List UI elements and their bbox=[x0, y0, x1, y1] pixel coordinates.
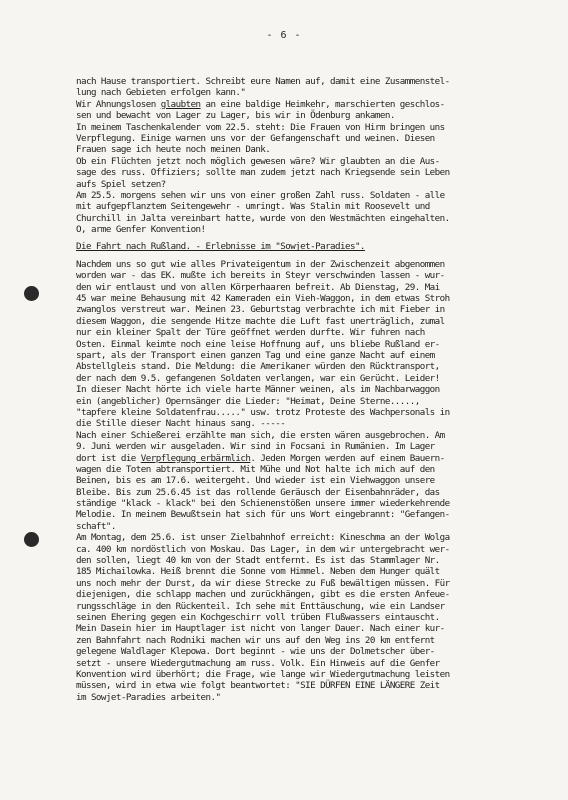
text-line: 9. Juni werden wir ausgeladen. Wir sind in Focsani in Rumänien. Im Lager bbox=[76, 441, 435, 453]
text-line: müssen, wird in etwa wie folgt beantwortet: "SIE DÜRFEN EINE LÄNGERE Zeit bbox=[76, 680, 440, 692]
section-heading: Die Fahrt nach Rußland. - Erlebnisse im "Sowjet-Paradies". bbox=[76, 241, 365, 253]
text-line: Nach einer Schießerei erzählte man sich, die ersten wären ausgebrochen. Am bbox=[76, 429, 445, 441]
text-line: Verpflegung. Einige warnen uns vor der Gefangenschaft und weinen. Diesen bbox=[76, 132, 435, 144]
text-line: seinen Ehering gegen ein Kochgeschirr voll trüben Flußwassers eintauscht. bbox=[76, 611, 440, 623]
paragraph-block-2 bbox=[76, 259, 546, 703]
text-line: Ob ein Flüchten jetzt noch möglich gewesen wäre? Wir glaubten an die Aus- bbox=[76, 155, 440, 167]
text-line: ständige "klack - klack" bei den Schienenstößen unsere immer wiederkehrende bbox=[76, 498, 450, 510]
text-line: 45 war meine Behausung mit 42 Kameraden ein Vieh-Waggon, in dem etwas Stroh bbox=[76, 293, 450, 305]
text-line: Am Montag, dem 25.6. ist unser Zielbahnhof erreicht: Kineschma an der Wolga bbox=[76, 532, 450, 544]
text-line: zen Bahnfahrt nach Rodniki machen wir uns auf den Weg ins 20 km entfernt bbox=[76, 634, 435, 646]
text-line: wagen die Toten abtransportiert. Mit Mühe und Not halte ich mich auf den bbox=[76, 463, 435, 475]
paragraph-block-1 bbox=[76, 76, 546, 235]
text-line: ca. 400 km nordöstlich von Moskau. Das Lager, in dem wir untergebracht wer- bbox=[76, 543, 450, 555]
text-line: aufs Spiel setzen? bbox=[76, 178, 166, 190]
text-line: "tapfere kleine Soldatenfrau....." usw. trotz Proteste des Wachpersonals in bbox=[76, 406, 450, 418]
document-body bbox=[76, 76, 546, 703]
text-line: Am 25.5. morgens sehen wir uns von einer großen Zahl russ. Soldaten - alle bbox=[76, 189, 445, 201]
text-line: gelegene Waldlager Klepowa. Dort beginnt - wie uns der Dolmetscher über- bbox=[76, 646, 435, 658]
text-line: Frauen sage ich heute noch meinen Dank. bbox=[76, 144, 271, 156]
text-line: diejenigen, die schlapp machen und zurückhängen, gibt es die ersten Anfeue- bbox=[76, 589, 450, 601]
text-line: nach Hause transportiert. Schreibt eure Namen auf, damit eine Zusammenstel- bbox=[76, 76, 450, 87]
text-line: Nachdem uns so gut wie alles Privateigentum in der Zwischenzeit abgenommen bbox=[76, 258, 445, 270]
text-line: nur ein kleiner Spalt der Türe geöffnet werden durfte. Wir fuhren nach bbox=[76, 327, 425, 339]
text-line: In dieser Nacht hörte ich viele harte Männer weinen, als im Nachbarwaggon bbox=[76, 384, 440, 396]
text-line: den wir entlaust und von allen Körperhaaren befreit. Ab Dienstag, 29. Mai bbox=[76, 281, 440, 293]
text-line: ein (angeblicher) Opernsänger die Lieder: "Heimat, Deine Sterne....., bbox=[76, 395, 420, 407]
text-line: schaft". bbox=[76, 520, 116, 532]
punch-hole-top bbox=[24, 286, 39, 301]
text-line: O, arme Genfer Konvention! bbox=[76, 224, 206, 236]
page-number: - 6 - bbox=[266, 30, 302, 41]
text-line: diesem Waggon, die sengende Hitze machte die Luft fast unerträglich, zumal bbox=[76, 315, 445, 327]
text-line: die Stille dieser Nacht hinaus sang. ----- bbox=[76, 418, 286, 430]
text-line: sage des russ. Offiziers; sollte man zudem jetzt nach Kriegsende sein Leben bbox=[76, 167, 450, 179]
text-line: zwanglos verstreut war. Meinen 23. Geburtstag verbrachte ich mit Fieber in bbox=[76, 304, 445, 316]
punch-hole-bottom bbox=[24, 532, 39, 547]
text-line: sen und bewacht von Lager zu Lager, bis wir in Ödenburg ankamen. bbox=[76, 110, 395, 122]
text-line: Osten. Einmal keimte noch eine leise Hoffnung auf, uns bliebe Rußland er- bbox=[76, 338, 440, 350]
text-line: Mein Dasein hier im Hauptlager ist nicht von langer Dauer. Nach einer kur- bbox=[76, 623, 445, 635]
text-line: mit aufgepflanztem Seitengewehr - umringt. Was Stalin mit Roosevelt und bbox=[76, 201, 430, 213]
text-line: Bleibe. Bis zum 25.6.45 ist das rollende Geräusch der Eisenbahnräder, das bbox=[76, 486, 440, 498]
text-line: der nach dem 9.5. gefangenen Soldaten verlangen, war ein Gerücht. Leider! bbox=[76, 372, 440, 384]
text-line: Melodie. In meinem Bewußtsein hat sich für uns Wort eingebrannt: "Gefangen- bbox=[76, 509, 450, 521]
text-line: dort ist die Verpflegung erbärmlich. Jeden Morgen werden auf einem Bauern- bbox=[76, 452, 445, 464]
text-line: den sollen, liegt 40 km von der Stadt entfernt. Es ist das Stammlager Nr. bbox=[76, 555, 440, 567]
text-line: worden war - das EK. mußte ich bereits in Steyr verschwinden lassen - wur- bbox=[76, 270, 445, 282]
text-line: Konvention wird überhört; die Frage, wie lange wir Wiedergutmachung leisten bbox=[76, 668, 450, 680]
text-line: In meinem Taschenkalender vom 22.5. steht: Die Frauen von Hirm bringen uns bbox=[76, 121, 445, 133]
text-line: spart, als der Transport einen ganzen Tag und eine ganze Nacht auf einem bbox=[76, 349, 435, 361]
text-line: Churchill in Jalta vereinbart hatte, wurde von den Westmächten eingehalten. bbox=[76, 212, 450, 224]
text-line: Beinen, bis es am 17.6. weitergeht. Und wieder ist ein Viehwaggon unsere bbox=[76, 475, 435, 487]
text-line: uns noch mehr der Durst, da wir diese Strecke zu Fuß bewältigen müssen. Für bbox=[76, 577, 450, 589]
text-line: rungsschläge in den Rückenteil. Ich sehe mit Enttäuschung, wie ein Landser bbox=[76, 600, 445, 612]
text-line: setzt - unsere Wiedergutmachung am russ. Volk. Ein Hinweis auf die Genfer bbox=[76, 657, 440, 669]
text-line: im Sowjet-Paradies arbeiten." bbox=[76, 691, 221, 703]
text-line: Abstellgleis stand. Die Meldung: die Amerikaner würden den Rücktransport, bbox=[76, 361, 440, 373]
text-line: 185 Michailowka. Heiß brennt die Sonne vom Himmel. Neben dem Hunger quält bbox=[76, 566, 440, 578]
text-line: lung nach Gebieten erfolgen kann." bbox=[76, 87, 246, 99]
text-line: Wir Ahnungslosen glaubten an eine baldige Heimkehr, marschierten geschlos- bbox=[76, 98, 445, 110]
